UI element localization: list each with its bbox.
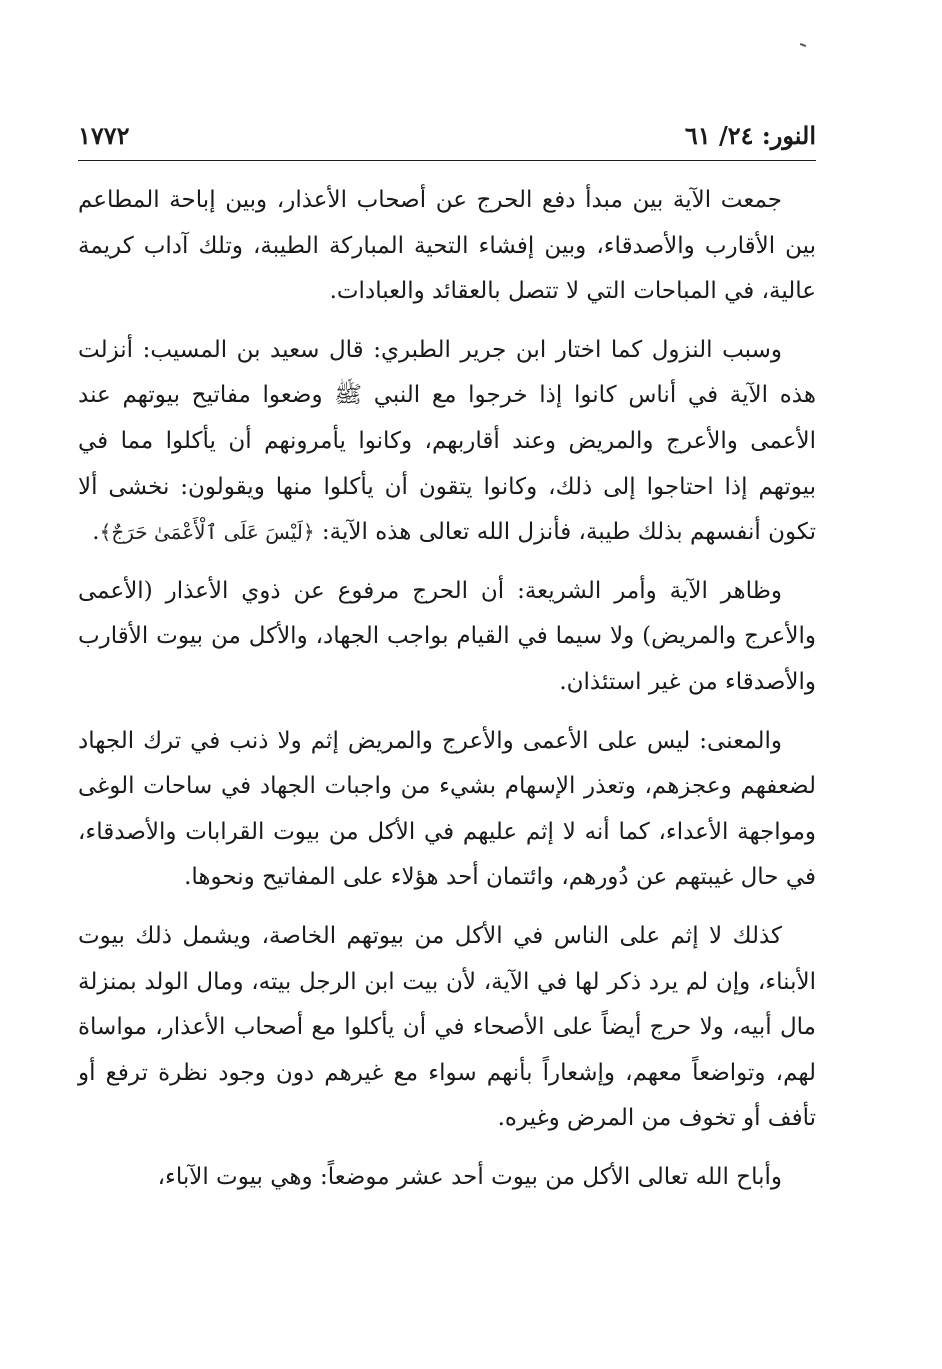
running-header — [78, 118, 816, 154]
paragraph-eleven-places — [78, 1155, 816, 1201]
header-rule — [78, 160, 816, 161]
paragraph-text: كذلك لا إثم على الناس في الأكل من بيوتهم الخاصة، ويشمل ذلك بيوت الأبناء، وإن لم يرد ذكر لها في الآية، لأن بيت ابن الرجل بيته، ومال الولد بمنزلة مال أبيه، ولا حرج أيضاً على الأصحاء في أن يأكلوا مع أصحاب الأعذار، مواساة لهم، وتواضعاً معهم، وإشعاراً بأنهم سواء مع غيرهم دون وجود نظرة ترفع أو تأفف أو تخوف من المرض وغيره. — [78, 922, 816, 1132]
body-text — [78, 178, 816, 1213]
surah-reference: النور: ٢٤/ ٦١ — [684, 121, 816, 150]
page-number: ١٧٧٢ — [78, 121, 130, 150]
paragraph-tail: . — [92, 519, 100, 546]
paragraph-meaning — [78, 719, 816, 901]
paragraph-text: جمعت الآية بين مبدأ دفع الحرج عن أصحاب الأعذار، وبين إباحة المطاعم بين الأقارب والأصدقاء، وبين إفشاء التحية المباركة الطيبة، وتلك آداب كريمة عالية، في المباحات التي لا تتصل بالعقائد والعبادات. — [78, 187, 816, 305]
paragraph-text: والمعنى: ليس على الأعمى والأعرج والمريض إثم ولا ذنب في ترك الجهاد لضعفهم وعجزهم، وتعذر الإسهام بشيء من واجبات الجهاد في ساحات الوغى ومواجهة الأعداء، كما أنه لا إثم عليهم في الأكل من بيوت القرابات والأصدقاء، في حال غيبتهم عن دُورهم، وائتمان أحد هؤلاء على المفاتيح ونحوها. — [78, 727, 816, 891]
paragraph-own-houses — [78, 914, 816, 1142]
paragraph-text: وظاهر الآية وأمر الشريعة: أن الحرج مرفوع عن ذوي الأعذار (الأعمى والأعرج والمريض) ولا سيما في القيام بواجب الجهاد، والأكل من بيوت الأقارب والأصدقاء من غير استئذان. — [78, 577, 816, 695]
paragraph-revelation-cause — [78, 328, 816, 556]
paragraph-text: وأباح الله تعالى الأكل من بيوت أحد عشر موضعاً: وهي بيوت الآباء، — [157, 1163, 782, 1190]
quran-quote: ﴿لَيْسَ عَلَى ٱلْأَعْمَىٰ حَرَجٌ﴾ — [99, 520, 315, 545]
paragraph-apparent-meaning — [78, 569, 816, 706]
paragraph-text: وسبب النزول كما اختار ابن جرير الطبري: قال سعيد بن المسيب: أنزلت هذه الآية في أناس كانوا إذا خرجوا مع النبي ﷺ وضعوا مفاتيح بيوتهم عند الأعمى والأعرج والمريض وعند أقاربهم، وكانوا يأمرونهم أن يأكلوا مما في بيوتهم إذا احتاجوا إلى ذلك، وكانوا يتقون أن يأكلوا منها ويقولون: نخشى ألا تكون أنفسهم بذلك طيبة، فأنزل الله تعالى هذه الآية: — [78, 336, 816, 546]
paragraph-summary — [78, 178, 816, 315]
scan-mark — [800, 43, 806, 47]
